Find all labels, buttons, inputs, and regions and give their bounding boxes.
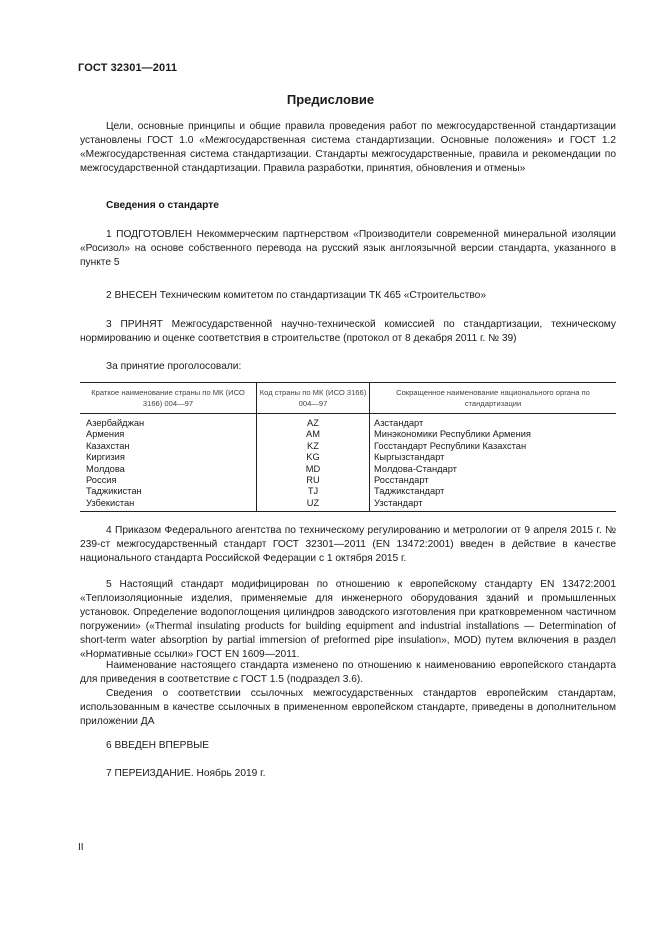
table-cell-code: MD (257, 464, 370, 475)
table-cell-country: Киргизия (80, 452, 257, 463)
page-title: Предисловие (286, 92, 375, 107)
table-row (80, 441, 616, 452)
vote-table-header-country: Краткое наименование страны по МК (ИСО 3166) 004—97 (80, 383, 257, 414)
item-5-paragraph: 5 Настоящий стандарт модифицирован по отношению к европейскому стандарту EN 13472:2001 «Теплоизоляционные изделия, применяемые для инженерного оборудования зданий и промышленных установок. Определение водопоглощения цилиндров заводского изготовления при кратковременном частичном погружении» («Thermal insulating products for building equipment and industrial installations — Determination of short-term water absorption by partial immersion of preformed pipe insulation», MOD) путем включения в раздел «Нормативные ссылки» ГОСТ EN 1609—2011. (80, 579, 616, 660)
table-cell-body: Минэкономики Республики Армения (374, 429, 531, 440)
table-cell-code: UZ (257, 498, 370, 512)
table-row (80, 452, 616, 463)
table-cell-body: Госстандарт Республики Казахстан (374, 440, 527, 451)
table-row (80, 414, 616, 430)
table-cell-country: Россия (80, 475, 257, 486)
table-cell-code: TJ (257, 486, 370, 497)
item-2-paragraph: 2 ВНЕСЕН Техническим комитетом по стандартизации ТК 465 «Строительство» (106, 290, 486, 301)
item-6-paragraph: 6 ВВЕДЕН ВПЕРВЫЕ (106, 740, 210, 751)
vote-intro: За принятие проголосовали: (106, 361, 242, 372)
table-row (80, 486, 616, 497)
table-cell-body: Таджикстандарт (374, 486, 445, 497)
vote-table-header-code: Код страны по МК (ИСО 3166) 004—97 (257, 383, 370, 414)
table-row (80, 464, 616, 475)
table-cell-country: Казахстан (80, 441, 257, 452)
table-cell-body: Кыргызстандарт (374, 452, 445, 463)
item-1-paragraph: 1 ПОДГОТОВЛЕН Некоммерческим партнерством «Производители современной минеральной изоляции «Росизол» на основе собственного перевода на русский язык англоязычной версии стандарта, указанного в пункте 5 (80, 229, 616, 268)
table-row (80, 429, 616, 440)
item-4-paragraph: 4 Приказом Федерального агентства по техническому регулированию и метрологии от 9 апреля 2015 г. № 239-ст межгосударственный стандарт ГОСТ 32301—2011 (EN 13472:2001) введен в действие в качестве национального стандарта Российской Федерации с 1 октября 2015 г. (80, 525, 616, 564)
vote-table (80, 382, 616, 512)
table-cell-body: Узстандарт (370, 498, 617, 512)
vote-table-header-body: Сокращенное наименование национального органа по стандартизации (370, 383, 617, 414)
table-row (80, 498, 616, 512)
table-cell-code: KZ (257, 441, 370, 452)
table-cell-body: Молдова-Стандарт (374, 463, 457, 474)
table-cell-body: Азстандарт (374, 418, 424, 428)
section-heading: Сведения о стандарте (106, 200, 219, 211)
item-7-paragraph: 7 ПЕРЕИЗДАНИЕ. Ноябрь 2019 г. (106, 768, 266, 779)
table-cell-code: RU (257, 475, 370, 486)
table-cell-body: Росстандарт (374, 475, 429, 486)
vote-table-header-row (80, 383, 616, 414)
table-cell-country: Узбекистан (80, 498, 257, 512)
item-5-note-paragraph: Наименование настоящего стандарта изменено по отношению к наименованию европейского стандарта для приведения в соответствие с ГОСТ 1.5 (подраздел 3.6). (80, 660, 616, 685)
table-cell-code: AM (257, 429, 370, 440)
item-5-reference-paragraph: Сведения о соответствии ссылочных межгосударственных стандартов европейским стандартам, использованным в качестве ссылочных в примененном европейском стандарте, приведены в дополнительном приложении ДА (80, 688, 616, 727)
standard-id: ГОСТ 32301—2011 (78, 62, 178, 74)
intro-paragraph: Цели, основные принципы и общие правила проведения работ по межгосударственной стандартизации установлены ГОСТ 1.0 «Межгосударственная система стандартизации. Основные положения» и ГОСТ 1.2 «Межгосударственная система стандартизации. Стандарты межгосударственные, правила и рекомендации по межгосударственной стандартизации. Правила разработки, принятия, обновления и отмены» (80, 121, 616, 174)
page-number: II (78, 842, 84, 853)
table-row (80, 475, 616, 486)
item-3-paragraph: 3 ПРИНЯТ Межгосударственной научно-технической комиссией по стандартизации, техническому нормированию и оценке соответствия в строительстве (протокол от 8 декабря 2011 г. № 39) (80, 319, 616, 344)
table-cell-code: KG (257, 452, 370, 463)
table-cell-country: Азербайджан (80, 414, 257, 430)
table-cell-country: Армения (80, 429, 257, 440)
table-cell-code: AZ (257, 414, 370, 430)
table-cell-country: Молдова (80, 464, 257, 475)
table-cell-country: Таджикистан (80, 486, 257, 497)
